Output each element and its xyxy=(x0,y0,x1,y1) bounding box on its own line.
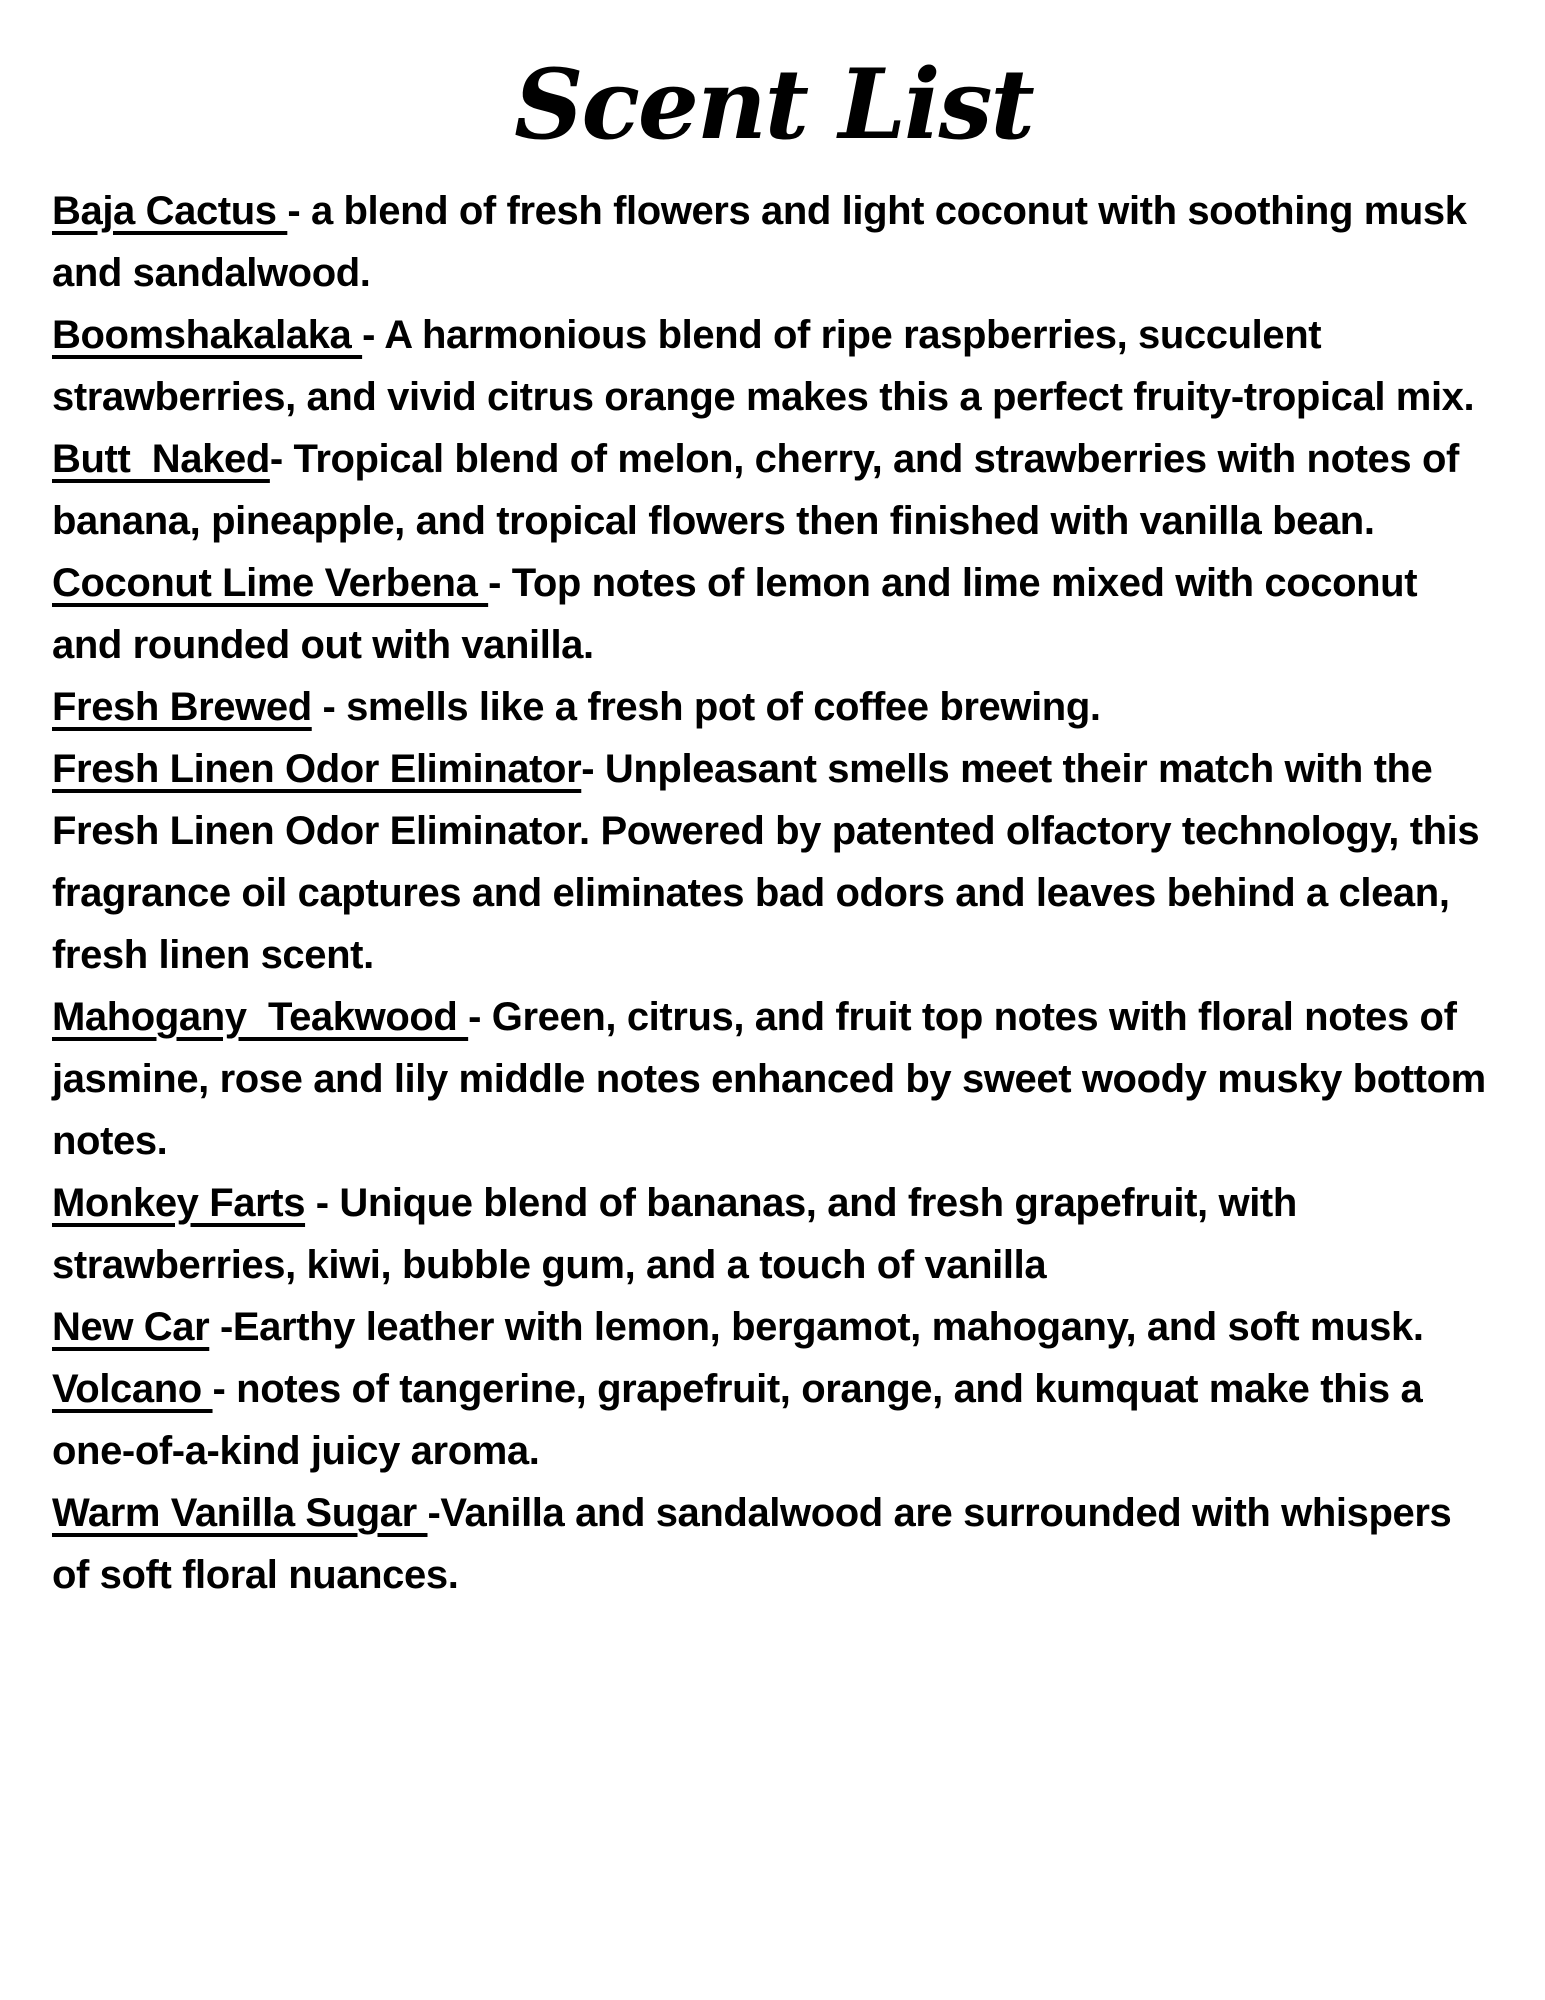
scent-description: -Vanilla and sandalwood are surrounded with whispers of soft floral nuances. xyxy=(52,1490,1463,1597)
scent-entry-new-car xyxy=(52,1296,1495,1358)
scent-description: - Green, citrus, and fruit top notes with floral notes of jasmine, rose and lily middle notes enhanced by sweet woody musky bottom notes. xyxy=(52,994,1497,1163)
scent-entry-warm-vanilla-sugar xyxy=(52,1482,1495,1606)
scent-description: -Earthy leather with lemon, bergamot, mahogany, and soft musk. xyxy=(209,1304,1424,1349)
scent-entry-fresh-linen-odor-eliminator xyxy=(52,738,1495,986)
scent-name: Fresh Brewed xyxy=(52,684,312,729)
scent-description: - Unique blend of bananas, and fresh grapefruit, with strawberries, kiwi, bubble gum, and a touch of vanilla xyxy=(52,1180,1308,1287)
scent-list xyxy=(52,180,1495,1606)
scent-description: - A harmonious blend of ripe raspberries, succulent strawberries, and vivid citrus orange makes this a perfect fruity-tropical mix. xyxy=(52,312,1475,419)
scent-name: Baja Cactus xyxy=(52,188,288,233)
scent-name: Monkey Farts xyxy=(52,1180,306,1225)
scent-name: Fresh Linen Odor Eliminator xyxy=(52,746,582,791)
scent-entry-monkey-farts xyxy=(52,1172,1495,1296)
scent-entry-mahogany-teakwood xyxy=(52,986,1495,1172)
scent-description: - Unpleasant smells meet their match with the Fresh Linen Odor Eliminator. Powered by patented olfactory technology, this fragrance oil captures and eliminates bad odors and leaves behind a clean, fresh linen scent. xyxy=(52,746,1490,977)
page-title: Scent List xyxy=(514,48,1033,161)
scent-description: - smells like a fresh pot of coffee brewing. xyxy=(311,684,1101,729)
scent-entry-baja-cactus xyxy=(52,180,1495,304)
scent-description: - Tropical blend of melon, cherry, and strawberries with notes of banana, pineapple, and tropical flowers then finished with vanilla bean. xyxy=(52,436,1470,543)
scent-entry-coconut-lime-verbena xyxy=(52,552,1495,676)
scent-entry-volcano xyxy=(52,1358,1495,1482)
scent-name: Boomshakalaka xyxy=(52,312,363,357)
scent-name: Volcano xyxy=(52,1366,213,1411)
scent-name: Warm Vanilla Sugar xyxy=(52,1490,428,1535)
scent-name: New Car xyxy=(52,1304,210,1349)
scent-entry-butt-naked xyxy=(52,428,1495,552)
scent-description: - Top notes of lemon and lime mixed with coconut and rounded out with vanilla. xyxy=(52,560,1428,667)
scent-description: - a blend of fresh flowers and light coconut with soothing musk and sandalwood. xyxy=(52,188,1478,295)
scent-entry-fresh-brewed xyxy=(52,676,1495,738)
scent-entry-boomshakalaka xyxy=(52,304,1495,428)
scent-name: Mahogany Teakwood xyxy=(52,994,469,1039)
scent-description: - notes of tangerine, grapefruit, orange, and kumquat make this a one-of-a-kind juicy aroma. xyxy=(52,1366,1434,1473)
scent-name: Butt Naked xyxy=(52,436,270,481)
scent-name: Coconut Lime Verbena xyxy=(52,560,489,605)
